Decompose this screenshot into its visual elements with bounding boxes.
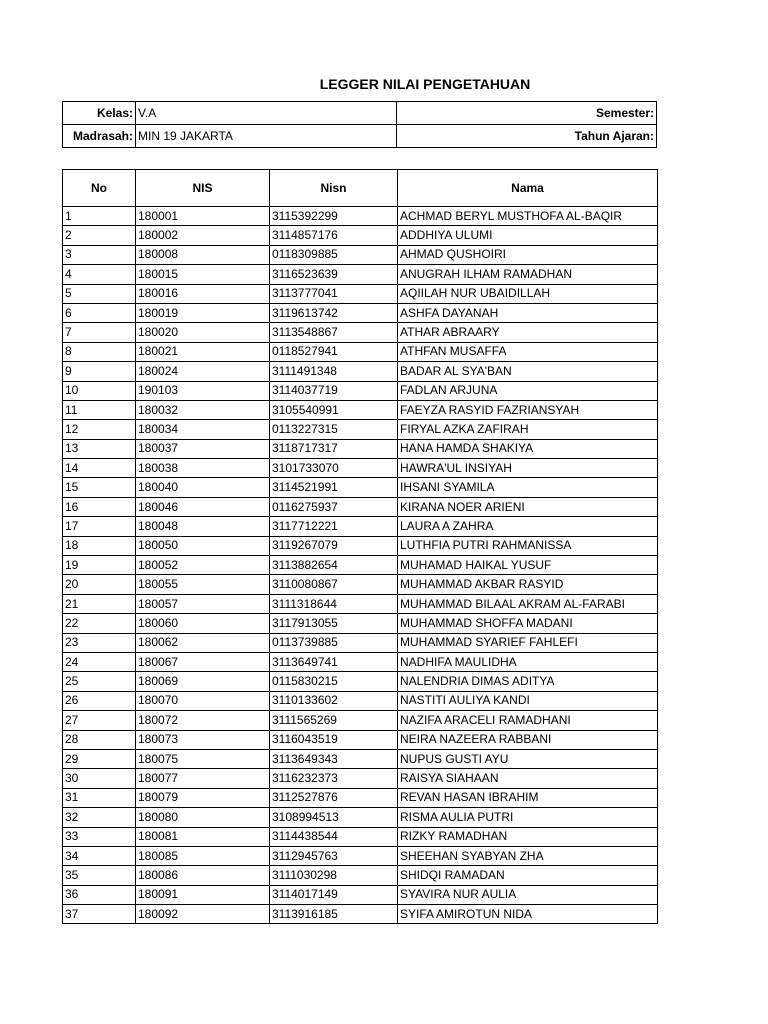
- table-row: [63, 381, 658, 400]
- cell-nis[interactable]: 180040: [136, 478, 270, 497]
- cell-nisn[interactable]: 3116043519: [270, 730, 398, 749]
- cell-no[interactable]: 11: [63, 400, 136, 419]
- cell-nisn[interactable]: 3110133602: [270, 691, 398, 710]
- cell-no[interactable]: 9: [63, 362, 136, 381]
- cell-nis[interactable]: 180067: [136, 652, 270, 671]
- table-row: [63, 400, 658, 419]
- madrasah-value[interactable]: MIN 19 JAKARTA: [136, 125, 397, 148]
- cell-nis[interactable]: 180019: [136, 303, 270, 322]
- cell-nama[interactable]: ATHFAN MUSAFFA: [398, 342, 658, 361]
- cell-nama[interactable]: HAWRA'UL INSIYAH: [398, 459, 658, 478]
- table-row: [63, 478, 658, 497]
- cell-no[interactable]: 20: [63, 575, 136, 594]
- cell-nama[interactable]: MUHAMMAD SYARIEF FAHLEFI: [398, 633, 658, 652]
- cell-no[interactable]: 5: [63, 284, 136, 303]
- cell-nis[interactable]: 180048: [136, 517, 270, 536]
- cell-nama[interactable]: AHMAD QUSHOIRI: [398, 245, 658, 264]
- table-row: [63, 808, 658, 827]
- column-header-nisn: Nisn: [270, 170, 398, 207]
- cell-nama[interactable]: HANA HAMDA SHAKIYA: [398, 439, 658, 458]
- cell-no[interactable]: 1: [63, 207, 136, 226]
- cell-nisn[interactable]: 0113227315: [270, 420, 398, 439]
- cell-nis[interactable]: 180008: [136, 245, 270, 264]
- table-row: [63, 633, 658, 652]
- cell-nama[interactable]: MUHAMMAD BILAAL AKRAM AL-FARABI: [398, 594, 658, 613]
- cell-nis[interactable]: 180060: [136, 614, 270, 633]
- cell-nis[interactable]: 180086: [136, 866, 270, 885]
- cell-nisn[interactable]: 3110080867: [270, 575, 398, 594]
- cell-nisn[interactable]: 3111318644: [270, 594, 398, 613]
- cell-nisn[interactable]: 3117913055: [270, 614, 398, 633]
- cell-nisn[interactable]: 0113739885: [270, 633, 398, 652]
- cell-nisn[interactable]: 0118309885: [270, 245, 398, 264]
- kelas-value[interactable]: V.A: [136, 102, 397, 125]
- cell-nama[interactable]: ANUGRAH ILHAM RAMADHAN: [398, 265, 658, 284]
- info-row-kelas: [63, 102, 657, 125]
- cell-no[interactable]: 17: [63, 517, 136, 536]
- cell-nama[interactable]: IHSANI SYAMILA: [398, 478, 658, 497]
- cell-no[interactable]: 14: [63, 459, 136, 478]
- cell-nama[interactable]: MUHAMMAD SHOFFA MADANI: [398, 614, 658, 633]
- cell-nis[interactable]: 180080: [136, 808, 270, 827]
- cell-no[interactable]: 8: [63, 342, 136, 361]
- semester-label: Semester:: [397, 102, 657, 125]
- column-header-nama: Nama: [398, 170, 658, 207]
- cell-nis[interactable]: 180037: [136, 439, 270, 458]
- cell-no[interactable]: 18: [63, 536, 136, 555]
- cell-nis[interactable]: 180002: [136, 226, 270, 245]
- cell-nama[interactable]: ACHMAD BERYL MUSTHOFA AL-BAQIR: [398, 207, 658, 226]
- cell-no[interactable]: 10: [63, 381, 136, 400]
- cell-nama[interactable]: RAISYA SIAHAAN: [398, 769, 658, 788]
- page-title: LEGGER NILAI PENGETAHUAN: [319, 76, 531, 92]
- table-row: [63, 303, 658, 322]
- cell-nama[interactable]: REVAN HASAN IBRAHIM: [398, 788, 658, 807]
- table-row: [63, 749, 658, 768]
- cell-nis[interactable]: 180038: [136, 459, 270, 478]
- cell-nama[interactable]: SYIFA AMIROTUN NIDA: [398, 905, 658, 924]
- cell-nisn[interactable]: 3114037719: [270, 381, 398, 400]
- cell-nama[interactable]: KIRANA NOER ARIENI: [398, 497, 658, 516]
- cell-nisn[interactable]: 3113916185: [270, 905, 398, 924]
- cell-nisn[interactable]: 3119613742: [270, 303, 398, 322]
- cell-no[interactable]: 24: [63, 652, 136, 671]
- cell-no[interactable]: 28: [63, 730, 136, 749]
- cell-no[interactable]: 36: [63, 885, 136, 904]
- cell-nis[interactable]: 180072: [136, 711, 270, 730]
- table-row: [63, 323, 658, 342]
- table-row: [63, 517, 658, 536]
- cell-no[interactable]: 6: [63, 303, 136, 322]
- cell-nisn[interactable]: 3113882654: [270, 556, 398, 575]
- cell-nama[interactable]: RISMA AULIA PUTRI: [398, 808, 658, 827]
- cell-no[interactable]: 27: [63, 711, 136, 730]
- cell-nama[interactable]: NAZIFA ARACELI RAMADHANI: [398, 711, 658, 730]
- cell-nis[interactable]: 180052: [136, 556, 270, 575]
- cell-nisn[interactable]: 3114857176: [270, 226, 398, 245]
- table-row: [63, 614, 658, 633]
- cell-nis[interactable]: 180081: [136, 827, 270, 846]
- cell-no[interactable]: 26: [63, 691, 136, 710]
- cell-nisn[interactable]: 0115830215: [270, 672, 398, 691]
- cell-nama[interactable]: SHIDQI RAMADAN: [398, 866, 658, 885]
- cell-no[interactable]: 32: [63, 808, 136, 827]
- table-row: [63, 652, 658, 671]
- cell-nama[interactable]: SYAVIRA NUR AULIA: [398, 885, 658, 904]
- table-row: [63, 905, 658, 924]
- table-row: [63, 362, 658, 381]
- cell-nama[interactable]: NALENDRIA DIMAS ADITYA: [398, 672, 658, 691]
- cell-nis[interactable]: 180075: [136, 749, 270, 768]
- cell-nis[interactable]: 180077: [136, 769, 270, 788]
- cell-no[interactable]: 13: [63, 439, 136, 458]
- cell-nisn[interactable]: 3101733070: [270, 459, 398, 478]
- column-header-nis: NIS: [136, 170, 270, 207]
- kelas-label: Kelas:: [63, 102, 136, 125]
- cell-nis[interactable]: 180046: [136, 497, 270, 516]
- table-row: [63, 497, 658, 516]
- cell-nama[interactable]: NADHIFA MAULIDHA: [398, 652, 658, 671]
- cell-nis[interactable]: 180032: [136, 400, 270, 419]
- cell-nisn[interactable]: 3108994513: [270, 808, 398, 827]
- cell-no[interactable]: 16: [63, 497, 136, 516]
- table-row: [63, 788, 658, 807]
- table-row: [63, 866, 658, 885]
- cell-nis[interactable]: 180001: [136, 207, 270, 226]
- table-row: [63, 711, 658, 730]
- table-row: [63, 556, 658, 575]
- cell-nisn[interactable]: 3113649741: [270, 652, 398, 671]
- table-row: [63, 536, 658, 555]
- cell-nisn[interactable]: 3113649343: [270, 749, 398, 768]
- info-row-madrasah: [63, 125, 657, 148]
- cell-nisn[interactable]: 0118527941: [270, 342, 398, 361]
- cell-no[interactable]: 7: [63, 323, 136, 342]
- cell-no[interactable]: 3: [63, 245, 136, 264]
- cell-nisn[interactable]: 3116232373: [270, 769, 398, 788]
- cell-no[interactable]: 37: [63, 905, 136, 924]
- cell-nis[interactable]: 180034: [136, 420, 270, 439]
- cell-nisn[interactable]: 3119267079: [270, 536, 398, 555]
- cell-nama[interactable]: SHEEHAN SYABYAN ZHA: [398, 846, 658, 865]
- cell-nama[interactable]: FADLAN ARJUNA: [398, 381, 658, 400]
- cell-nama[interactable]: BADAR AL SYA'BAN: [398, 362, 658, 381]
- cell-nis[interactable]: 180069: [136, 672, 270, 691]
- table-row: [63, 846, 658, 865]
- table-row: [63, 730, 658, 749]
- cell-no[interactable]: 25: [63, 672, 136, 691]
- cell-nis[interactable]: 180062: [136, 633, 270, 652]
- table-row: [63, 439, 658, 458]
- cell-no[interactable]: 21: [63, 594, 136, 613]
- table-row: [63, 342, 658, 361]
- cell-nisn[interactable]: 3112527876: [270, 788, 398, 807]
- cell-nis[interactable]: 180016: [136, 284, 270, 303]
- cell-no[interactable]: 15: [63, 478, 136, 497]
- cell-no[interactable]: 35: [63, 866, 136, 885]
- cell-nis[interactable]: 180024: [136, 362, 270, 381]
- cell-no[interactable]: 4: [63, 265, 136, 284]
- cell-nama[interactable]: FAEYZA RASYID FAZRIANSYAH: [398, 400, 658, 419]
- cell-nis[interactable]: 180015: [136, 265, 270, 284]
- cell-nisn[interactable]: 3115392299: [270, 207, 398, 226]
- table-row: [63, 265, 658, 284]
- table-row: [63, 672, 658, 691]
- cell-no[interactable]: 12: [63, 420, 136, 439]
- cell-nis[interactable]: 180091: [136, 885, 270, 904]
- table-row: [63, 885, 658, 904]
- column-header-no: No: [63, 170, 136, 207]
- cell-nis[interactable]: 180073: [136, 730, 270, 749]
- cell-nama[interactable]: MUHAMMAD AKBAR RASYID: [398, 575, 658, 594]
- table-row: [63, 245, 658, 264]
- table-header-row: [63, 170, 658, 207]
- table-row: [63, 594, 658, 613]
- cell-nisn[interactable]: 0116275937: [270, 497, 398, 516]
- cell-nama[interactable]: MUHAMAD HAIKAL YUSUF: [398, 556, 658, 575]
- cell-nisn[interactable]: 3114438544: [270, 827, 398, 846]
- cell-nis[interactable]: 180021: [136, 342, 270, 361]
- cell-nis[interactable]: 180092: [136, 905, 270, 924]
- table-row: [63, 575, 658, 594]
- tahun-ajaran-label: Tahun Ajaran:: [397, 125, 657, 148]
- cell-nisn[interactable]: 3113548867: [270, 323, 398, 342]
- table-body: [63, 207, 658, 924]
- cell-nisn[interactable]: 3112945763: [270, 846, 398, 865]
- table-row: [63, 769, 658, 788]
- cell-nama[interactable]: RIZKY RAMADHAN: [398, 827, 658, 846]
- cell-nisn[interactable]: 3114521991: [270, 478, 398, 497]
- cell-nama[interactable]: AQIILAH NUR UBAIDILLAH: [398, 284, 658, 303]
- cell-nisn[interactable]: 3113777041: [270, 284, 398, 303]
- cell-no[interactable]: 2: [63, 226, 136, 245]
- cell-nama[interactable]: ASHFA DAYANAH: [398, 303, 658, 322]
- cell-no[interactable]: 22: [63, 614, 136, 633]
- students-table: [62, 169, 658, 924]
- cell-nisn[interactable]: 3117712221: [270, 517, 398, 536]
- cell-nama[interactable]: ATHAR ABRAARY: [398, 323, 658, 342]
- cell-no[interactable]: 23: [63, 633, 136, 652]
- cell-nis[interactable]: 180079: [136, 788, 270, 807]
- table-row: [63, 691, 658, 710]
- cell-nis[interactable]: 180070: [136, 691, 270, 710]
- cell-nama[interactable]: ADDHIYA ULUMI: [398, 226, 658, 245]
- cell-nis[interactable]: 180085: [136, 846, 270, 865]
- madrasah-label: Madrasah:: [63, 125, 136, 148]
- cell-nama[interactable]: LUTHFIA PUTRI RAHMANISSA: [398, 536, 658, 555]
- table-row: [63, 420, 658, 439]
- cell-nisn[interactable]: 3111565269: [270, 711, 398, 730]
- table-row: [63, 226, 658, 245]
- cell-no[interactable]: 34: [63, 846, 136, 865]
- cell-no[interactable]: 29: [63, 749, 136, 768]
- cell-nama[interactable]: NEIRA NAZEERA RABBANI: [398, 730, 658, 749]
- cell-nama[interactable]: NUPUS GUSTI AYU: [398, 749, 658, 768]
- cell-nama[interactable]: LAURA A ZAHRA: [398, 517, 658, 536]
- cell-nama[interactable]: FIRYAL AZKA ZAFIRAH: [398, 420, 658, 439]
- cell-nis[interactable]: 180055: [136, 575, 270, 594]
- cell-nisn[interactable]: 3114017149: [270, 885, 398, 904]
- cell-nis[interactable]: 180050: [136, 536, 270, 555]
- cell-no[interactable]: 30: [63, 769, 136, 788]
- cell-nisn[interactable]: 3118717317: [270, 439, 398, 458]
- table-row: [63, 827, 658, 846]
- cell-nis[interactable]: 180057: [136, 594, 270, 613]
- cell-no[interactable]: 31: [63, 788, 136, 807]
- table-row: [63, 459, 658, 478]
- cell-nis[interactable]: 180020: [136, 323, 270, 342]
- cell-nisn[interactable]: 3111030298: [270, 866, 398, 885]
- table-row: [63, 284, 658, 303]
- cell-no[interactable]: 19: [63, 556, 136, 575]
- cell-no[interactable]: 33: [63, 827, 136, 846]
- table-row: [63, 207, 658, 226]
- info-table: [62, 101, 657, 148]
- cell-nama[interactable]: NASTITI AULIYA KANDI: [398, 691, 658, 710]
- cell-nisn[interactable]: 3105540991: [270, 400, 398, 419]
- cell-nisn[interactable]: 3116523639: [270, 265, 398, 284]
- cell-nis[interactable]: 190103: [136, 381, 270, 400]
- cell-nisn[interactable]: 3111491348: [270, 362, 398, 381]
